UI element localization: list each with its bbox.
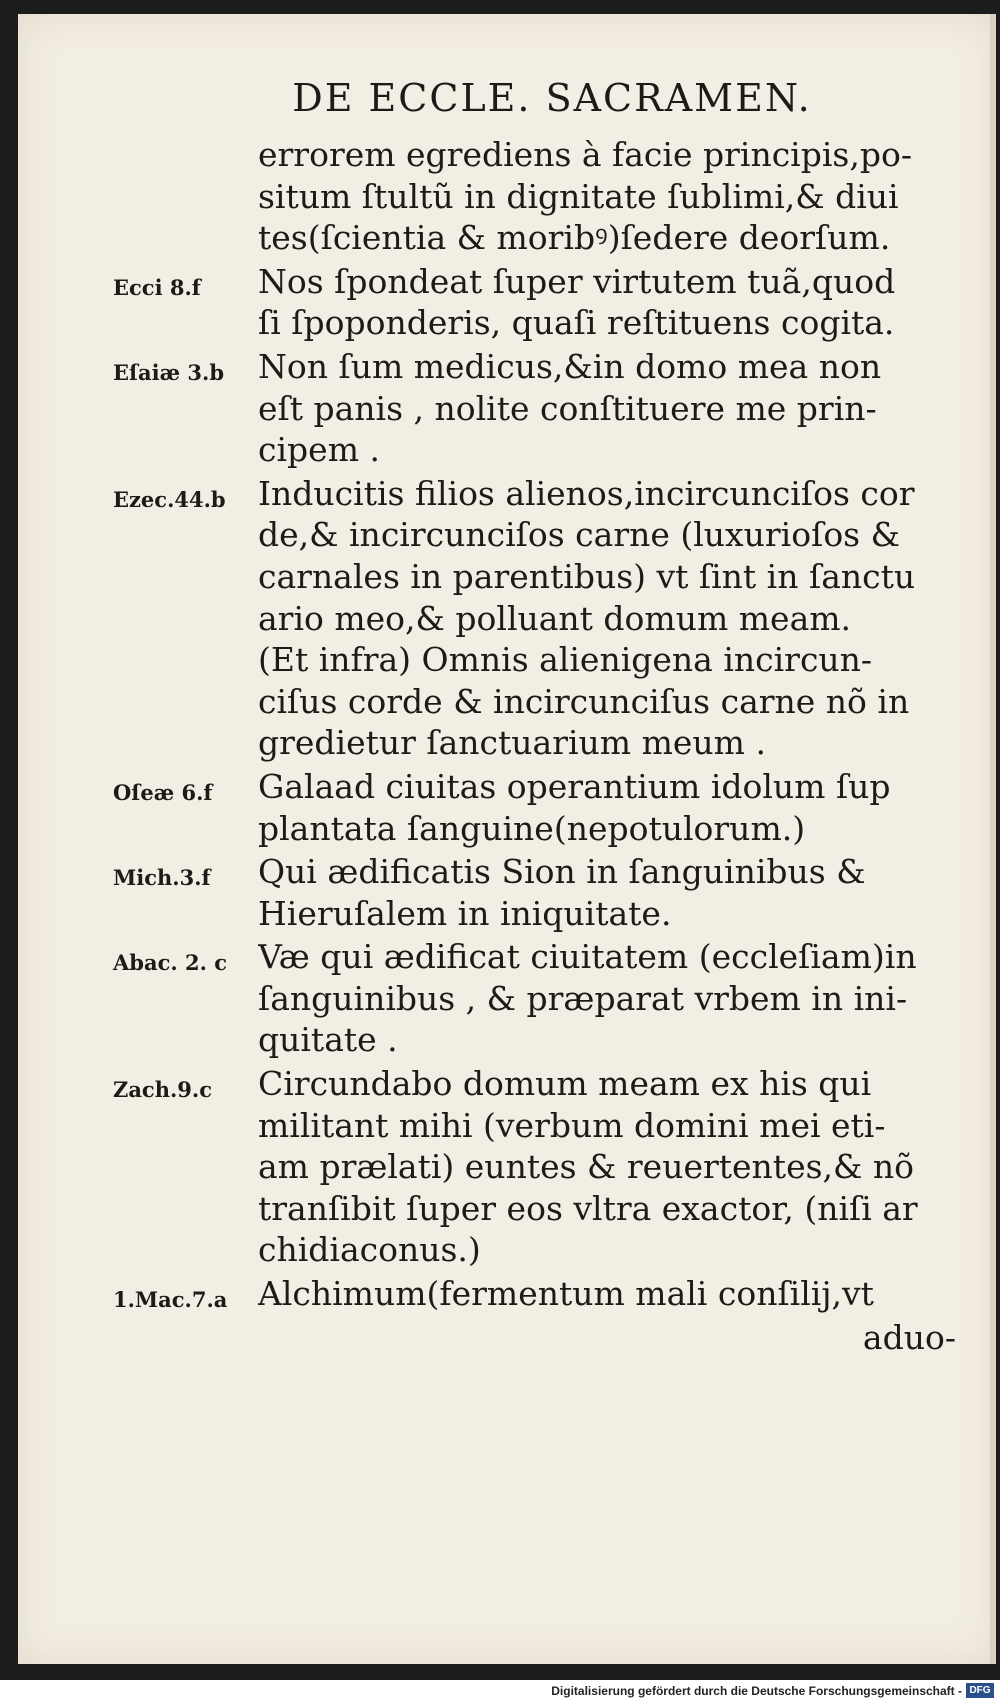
- text-line: ſi ſpoponderis, quaſi reſtituens cogita.: [258, 303, 895, 343]
- entry-lines: [258, 346, 996, 471]
- text-line: militant mihi (verbum domini mei eti-: [258, 1105, 886, 1145]
- catchword: aduo-: [862, 1317, 956, 1357]
- entry-lines: [258, 473, 996, 764]
- margin-reference: Abac. 2. c: [113, 950, 228, 976]
- text-line: ciſus corde & incircunciſus carne nõ in: [258, 681, 910, 721]
- text-line: Nos ſpondeat ſuper virtutem tuã,quod: [258, 261, 896, 301]
- text-line: tranſibit ſuper eos vltra exactor, (niſi ar: [258, 1188, 918, 1228]
- margin-reference: Zach.9.c: [113, 1077, 213, 1103]
- text-entry: [18, 936, 996, 1061]
- text-line: cipem .: [258, 430, 380, 470]
- text-line: carnales in parentibus) vt ſint in ſanctu: [258, 556, 916, 596]
- text-line: de,& incircunciſos carne (luxurioſos &: [258, 515, 900, 555]
- text-line: Hieruſalem in iniquitate.: [258, 893, 672, 933]
- entry-lines: [258, 851, 996, 934]
- entry-lines: [258, 936, 996, 1061]
- text-entry: [18, 1273, 996, 1315]
- text-entry: [18, 346, 996, 471]
- text-entry: [18, 261, 996, 344]
- text-entry: [18, 134, 996, 259]
- text-line: Inducitis filios alienos,incircunciſos cor: [258, 473, 915, 513]
- text-entry: [18, 1063, 996, 1271]
- text-line: tes(ſcientia & moribꝰ)ſedere deorſum.: [258, 218, 891, 258]
- text-line: Non ſum medicus,&in domo mea non: [258, 346, 882, 386]
- running-head: DE ECCLE. SACRAMEN.: [292, 76, 812, 120]
- entry-lines: [258, 766, 996, 849]
- text-line: Væ qui ædificat ciuitatem (eccleſiam)in: [258, 937, 917, 977]
- text-entry: [18, 766, 996, 849]
- text-line: eſt panis , nolite conſtituere me prin-: [258, 388, 877, 428]
- margin-reference: Mich.3.f: [113, 865, 211, 891]
- entry-lines: [258, 261, 996, 344]
- entry-lines: [258, 1273, 996, 1315]
- text-block: [18, 134, 996, 1360]
- margin-reference: Ezec.44.b: [113, 486, 226, 512]
- text-entry: [18, 473, 996, 764]
- margin-reference: 1.Mac.7.a: [113, 1287, 228, 1313]
- text-line: quitate .: [258, 1020, 398, 1060]
- text-line: errorem egrediens à facie principis,po-: [258, 135, 912, 174]
- text-line: situm ſtultũ in dignitate ſublimi,& diui: [258, 176, 899, 216]
- text-line: (Et infra) Omnis alienigena incircun-: [258, 640, 873, 680]
- margin-reference: Eſaiæ 3.b: [113, 359, 225, 385]
- margin-reference: Oſeæ 6.f: [113, 779, 213, 805]
- margin-spacer: [18, 1317, 258, 1331]
- text-line: ſanguinibus , & præparat vrbem in ini-: [258, 978, 908, 1018]
- dfg-logo: DFG: [966, 1683, 994, 1698]
- margin-reference: [18, 134, 258, 148]
- text-line: Alchimum(fermentum mali conſilij,vt: [258, 1274, 874, 1314]
- catchword-row: [18, 1317, 996, 1359]
- text-line: plantata ſanguine(nepotulorum.): [258, 808, 806, 848]
- catchword-wrap: [258, 1317, 996, 1359]
- text-line: Qui ædificatis Sion in ſanguinibus &: [258, 852, 866, 892]
- entry-lines: [258, 1063, 996, 1271]
- book-page: [18, 14, 996, 1664]
- text-line: ario meo,& polluant domum meam.: [258, 598, 852, 638]
- footer-band: [0, 1680, 1000, 1703]
- text-line: am prælati) euntes & reuertentes,& nõ: [258, 1147, 915, 1187]
- text-line: Circundabo domum meam ex his qui: [258, 1064, 872, 1104]
- text-entry: [18, 851, 996, 934]
- margin-reference: Ecci 8.f: [113, 274, 201, 300]
- entry-lines: [258, 134, 996, 259]
- digitization-credit: Digitalisierung gefördert durch die Deutsche Forschungsgemeinschaft -: [551, 1684, 962, 1698]
- text-line: chidiaconus.): [258, 1230, 481, 1270]
- text-line: Galaad ciuitas operantium idolum ſup: [258, 766, 891, 806]
- text-line: gredietur ſanctuarium meum .: [258, 723, 766, 763]
